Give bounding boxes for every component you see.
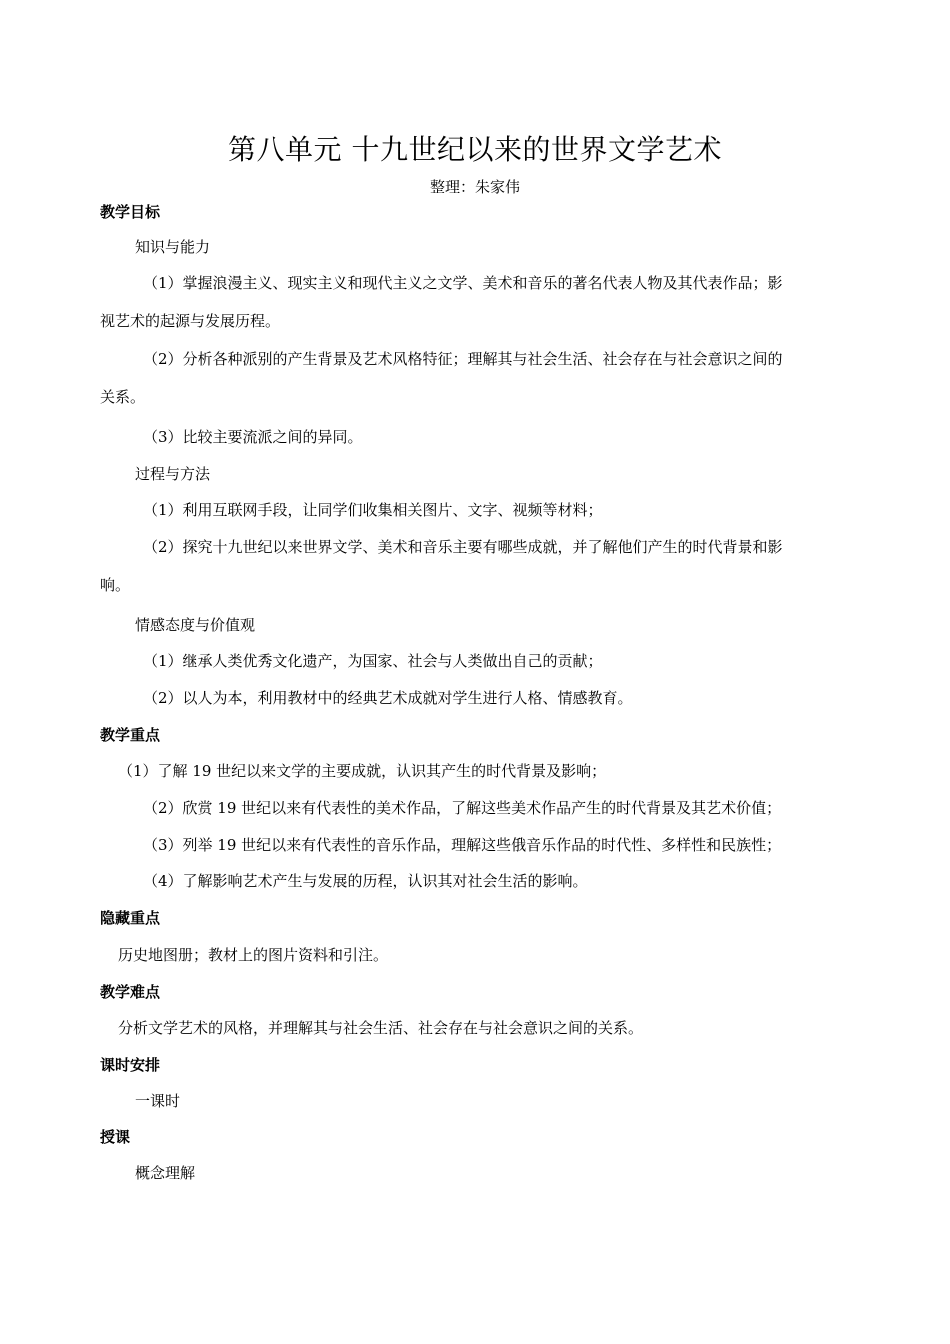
author-line: 整理：朱家伟 (429, 178, 520, 196)
schedule-text: 一课时 (135, 1092, 181, 1110)
key-points-heading: 教学重点 (100, 726, 161, 744)
schedule-heading: 课时安排 (100, 1056, 161, 1074)
key-point-2: （2）欣赏 19 世纪以来有代表性的美术作品，了解这些美术作品产生的时代背景及其艺术价值； (143, 799, 782, 817)
key-point-3: （3）列举 19 世纪以来有代表性的音乐作品，理解这些俄音乐作品的时代性、多样性和民族性； (143, 836, 782, 854)
difficulties-text: 分析文学艺术的风格，并理解其与社会生活、社会存在与社会意识之间的关系。 (118, 1019, 644, 1037)
knowledge-item-3: （3）比较主要流派之间的异同。 (143, 428, 363, 446)
hidden-points-heading: 隐藏重点 (100, 909, 161, 927)
knowledge-item-2 (100, 348, 848, 408)
knowledge-item-1-line-2: 视艺术的起源与发展历程。 (100, 312, 281, 330)
teaching-text: 概念理解 (135, 1164, 196, 1182)
attitude-item-1: （1）继承人类优秀文化遗产，为国家、社会与人类做出自己的贡献； (143, 652, 603, 670)
process-item-2-line-2: 响。 (100, 576, 131, 594)
process-item-1: （1）利用互联网手段，让同学们收集相关图片、文字、视频等材料； (143, 501, 603, 519)
process-item-2 (100, 536, 848, 596)
hidden-points-text: 历史地图册；教材上的图片资料和引注。 (118, 946, 389, 964)
page-title: 第八单元 十九世纪以来的世界文学艺术 (228, 133, 722, 166)
teaching-heading: 授课 (100, 1128, 131, 1146)
knowledge-item-2-line-1: （2）分析各种派别的产生背景及艺术风格特征；理解其与社会生活、社会存在与社会意识之间的 (143, 350, 783, 368)
process-item-2-line-1: （2）探究十九世纪以来世界文学、美术和音乐主要有哪些成就，并了解他们产生的时代背景和影 (143, 538, 783, 556)
key-point-1: （1）了解 19 世纪以来文学的主要成就，认识其产生的时代背景及影响； (118, 762, 607, 780)
objectives-heading: 教学目标 (100, 203, 161, 221)
knowledge-label: 知识与能力 (135, 238, 211, 256)
attitude-label: 情感态度与价值观 (135, 616, 256, 634)
knowledge-item-2-line-2: 关系。 (100, 388, 146, 406)
knowledge-item-1-line-1: （1）掌握浪漫主义、现实主义和现代主义之文学、美术和音乐的著名代表人物及其代表作品；影 (143, 274, 783, 292)
attitude-item-2: （2）以人为本，利用教材中的经典艺术成就对学生进行人格、情感教育。 (143, 689, 633, 707)
difficulties-heading: 教学难点 (100, 983, 161, 1001)
knowledge-item-1 (100, 272, 848, 332)
key-point-4: （4）了解影响艺术产生与发展的历程，认识其对社会生活的影响。 (143, 872, 588, 890)
process-label: 过程与方法 (135, 465, 211, 483)
